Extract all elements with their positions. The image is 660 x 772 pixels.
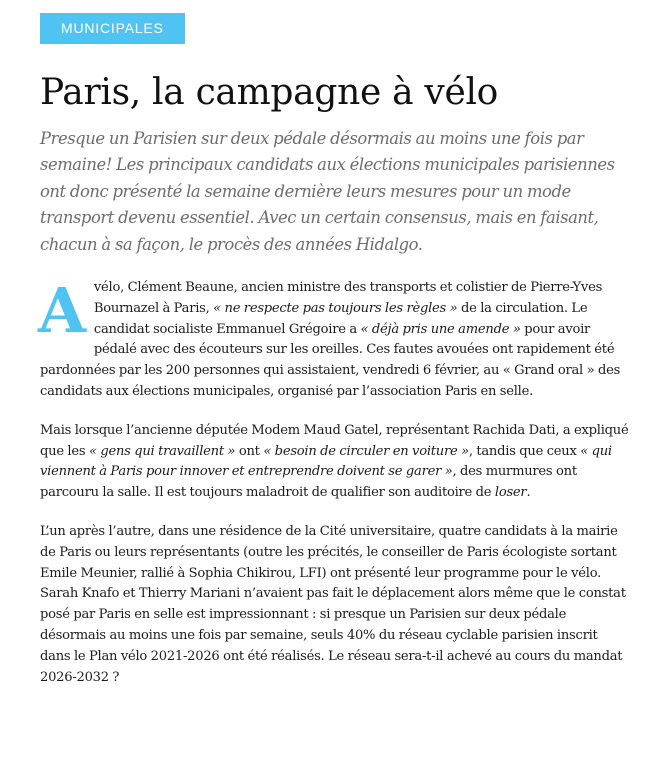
quote-text: « qui viennent à Paris pour innover et entreprendre doivent se garer » [40,443,612,480]
section-kicker-badge[interactable]: MUNICIPALES [40,13,185,44]
quote-text: loser [494,485,527,501]
paragraph-segments [38,274,621,400]
body-paragraph-1 [38,274,630,403]
body-text: , tandis que ceux [468,443,581,459]
body-text: Mais lorsque l’ancienne députée Modem Maud Gatel, représentant Rachida Dati, a expliqué que les [40,422,629,459]
quote-text: « déjà pris une amende » [360,321,521,337]
article [40,13,630,688]
body-paragraph-3 [40,522,630,688]
body-text: ont [235,443,264,459]
quote-text: « ne respecte pas toujours les règles » [213,300,458,316]
body-text: pour avoir pédalé avec des écouteurs sur les oreilles. Ces fautes avouées ont rapidement été pardonnées par les 200 personnes qui assistaient, vendredi 6 février, au « Grand oral » des candidats aux élections municipales, organisé par l’association Paris en selle. [40,321,621,400]
body-paragraph-2 [40,421,630,504]
body-text: vélo, Clément Beaune, ancien ministre des transports et colistier de Pierre-Yves Bournazel à Paris, [93,280,603,316]
body-text: . [526,485,531,501]
drop-cap: A [38,274,86,348]
article-title: Paris, la campagne à vélo [40,72,499,113]
paragraph-segments [40,423,628,500]
body-text: L’un après l’autre, dans une résidence de la Cité universitaire, quatre candidats à la mairie de Paris ou leurs représentants (outre les précités, le conseiller de Paris écologiste sortant Emile Meunier, rallié à Sophia Chikirou, LFI) ont présenté leur programme pour le vélo. Sarah Knafo et Thierry Mariani n’avaient pas fait le déplacement alors même que le constat posé par Paris en selle est impressionnant : si presque un Parisien sur deux pédale désormais au moins une fois par semaine, seuls 40% du réseau cyclable parisien inscrit dans le Plan vélo 2021-2026 ont été réalisés. Le réseau sera-t-il achevé au cours du mandat 2026-2032 ? [40,524,626,685]
quote-text: « gens qui travaillent » [88,443,236,459]
body-text: de la circulation. Le candidat socialiste Emmanuel Grégoire a [93,300,588,337]
article-lead: Presque un Parisien sur deux pédale désormais au moins une fois par semaine! Les principaux candidats aux élections municipales parisiennes ont donc présenté la semaine dernière leurs mesures pour un mode transport devenu essentiel. Avec un certain consensus, mais en faisant, chacun à sa façon, le procès des années Hidalgo. [40,129,615,254]
paragraph-segments [40,524,626,685]
quote-text: « besoin de circuler en voiture » [263,443,469,459]
body-text: , des murmures ont parcouru la salle. Il est toujours maladroit de qualifier son auditoire de [40,464,577,501]
